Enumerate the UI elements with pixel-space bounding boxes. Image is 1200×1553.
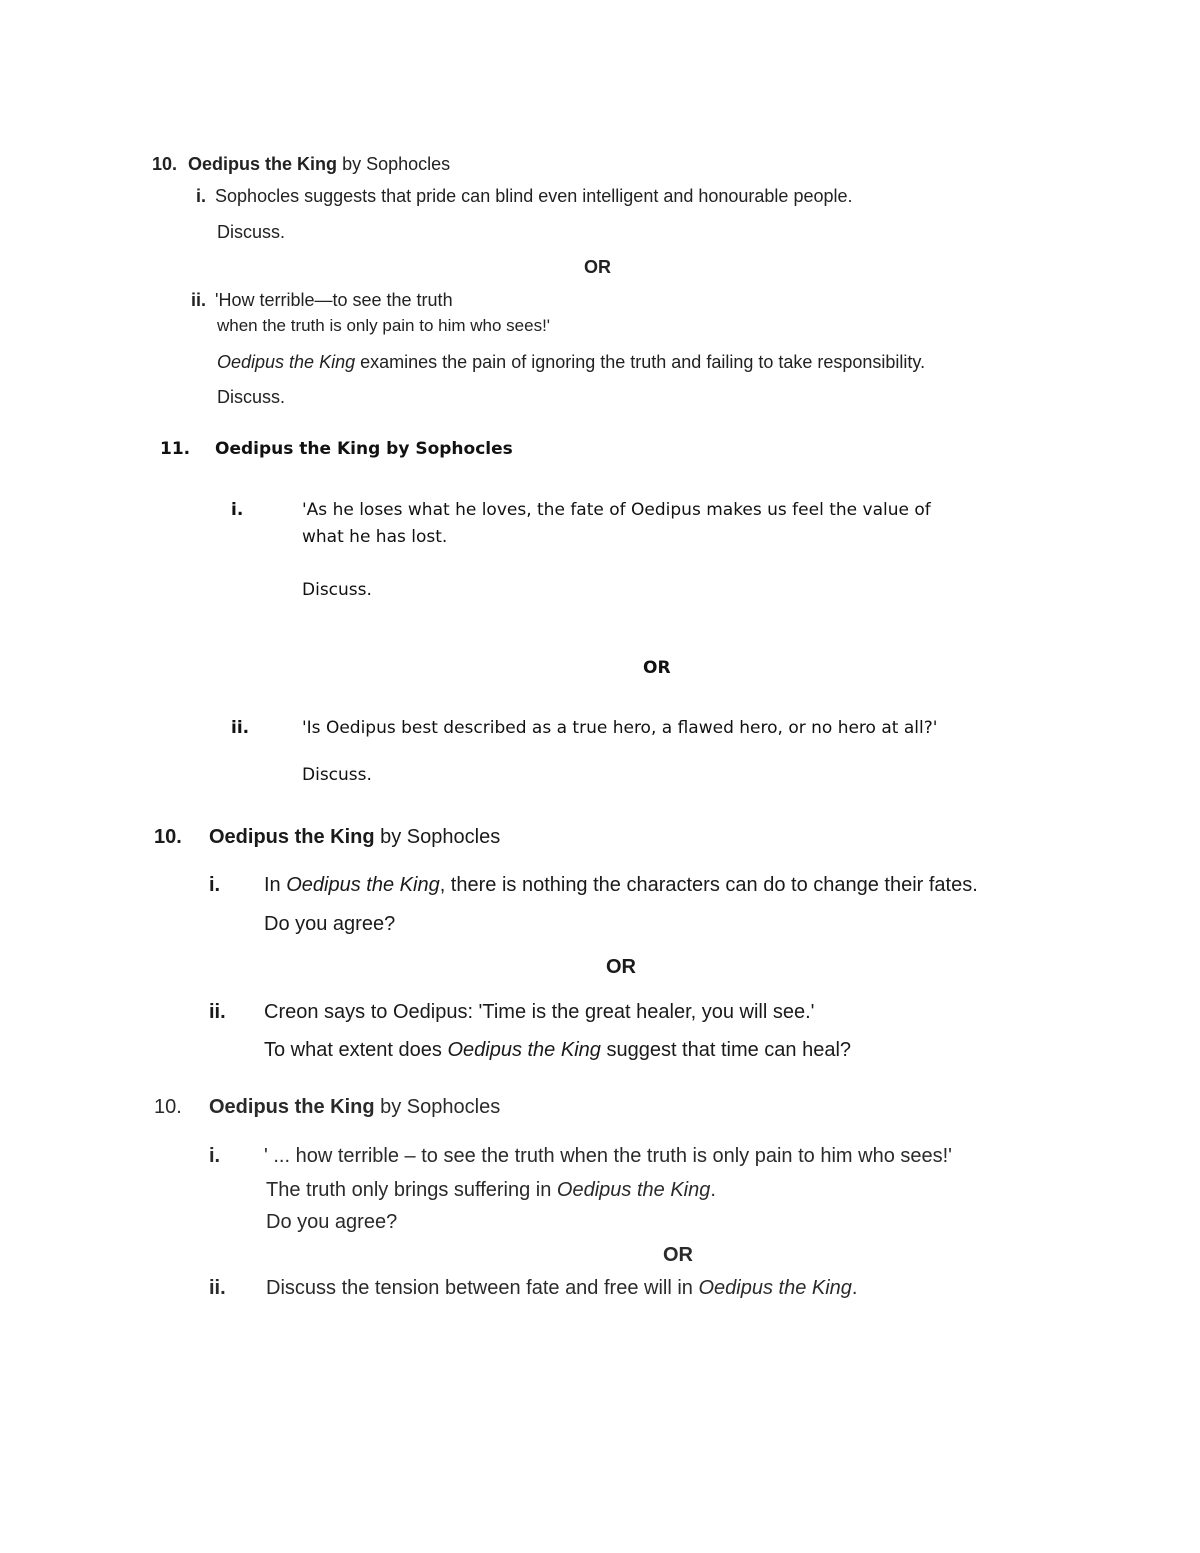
quote-line: 'How terrible—to see the truth: [215, 290, 453, 310]
option-text: what he has lost.: [302, 527, 448, 547]
option-text: Do you agree?: [264, 913, 396, 935]
option-text: [264, 874, 978, 897]
option-number: ii.: [231, 718, 250, 738]
option-number: i.: [196, 186, 207, 206]
or-divider: OR: [584, 257, 611, 277]
text-title-italic: Oedipus the King: [447, 1039, 601, 1061]
discuss-prompt: Discuss.: [302, 580, 372, 600]
text-author: by Sophocles: [337, 154, 451, 174]
or-divider: OR: [643, 658, 671, 678]
option-text-pre: The truth only brings suffering in: [266, 1179, 557, 1201]
option-text: Sophocles suggests that pride can blind even intelligent and honourable people.: [215, 186, 853, 206]
text-title: Oedipus the King: [209, 826, 375, 848]
option-text-pre: To what extent does: [264, 1039, 448, 1061]
or-divider: OR: [606, 956, 636, 978]
option-text: [217, 352, 925, 373]
text-title: Oedipus the King: [188, 154, 338, 174]
question-number: 11.: [160, 439, 191, 459]
text-author: by Sophocles: [374, 1096, 501, 1118]
option-text-post: suggest that time can heal?: [600, 1039, 852, 1061]
option-text: [264, 1039, 851, 1062]
question-number: 10.: [154, 826, 182, 848]
option-number: ii.: [191, 290, 207, 310]
option-ii: [191, 290, 453, 311]
quote-line: when the truth is only pain to him who sees!': [217, 316, 551, 335]
text-author: by Sophocles: [374, 826, 501, 848]
text-title: Oedipus the King: [209, 1096, 375, 1118]
quote-line: ' ... how terrible – to see the truth when the truth is only pain to him who sees!': [264, 1145, 952, 1167]
option-number: ii.: [209, 1001, 226, 1023]
option-text: 'Is Oedipus best described as a true hero, a flawed hero, or no hero at all?': [302, 718, 938, 738]
text-title-italic: Oedipus the King: [556, 1179, 711, 1201]
question-heading: [152, 154, 450, 175]
option-number: i.: [231, 500, 244, 520]
option-text: [266, 1277, 857, 1300]
option-text: 'As he loses what he loves, the fate of Oedipus makes us feel the value of: [302, 500, 931, 520]
option-text: Do you agree?: [266, 1211, 398, 1233]
discuss-prompt: Discuss.: [302, 765, 372, 785]
option-text-pre: In: [264, 874, 287, 896]
or-divider: OR: [663, 1244, 693, 1266]
option-text-post: .: [851, 1277, 858, 1299]
option-text: Creon says to Oedipus: 'Time is the great healer, you will see.': [264, 1001, 815, 1023]
discuss-prompt: Discuss.: [217, 222, 286, 242]
option-text-post: , there is nothing the characters can do to change their fates.: [439, 874, 978, 896]
text-title-italic: Oedipus the King: [698, 1277, 852, 1299]
question-heading: [209, 826, 500, 849]
option-text-post: .: [710, 1179, 716, 1201]
text-title-italic: Oedipus the King: [217, 352, 356, 372]
discuss-prompt: Discuss.: [217, 387, 286, 407]
question-number: 10.: [154, 1096, 182, 1118]
text-title-italic: Oedipus the King: [286, 874, 440, 896]
option-text-pre: Discuss the tension between fate and free will in: [266, 1277, 699, 1299]
question-heading: [209, 1096, 500, 1119]
question-heading: Oedipus the King by Sophocles: [215, 439, 513, 459]
option-text-rest: examines the pain of ignoring the truth and failing to take responsibility.: [355, 352, 926, 372]
option-text: [266, 1179, 716, 1202]
question-number: 10.: [152, 154, 178, 174]
option-number: i.: [209, 1145, 221, 1167]
option-i: [196, 186, 853, 207]
option-number: ii.: [209, 1277, 226, 1299]
option-number: i.: [209, 874, 221, 896]
